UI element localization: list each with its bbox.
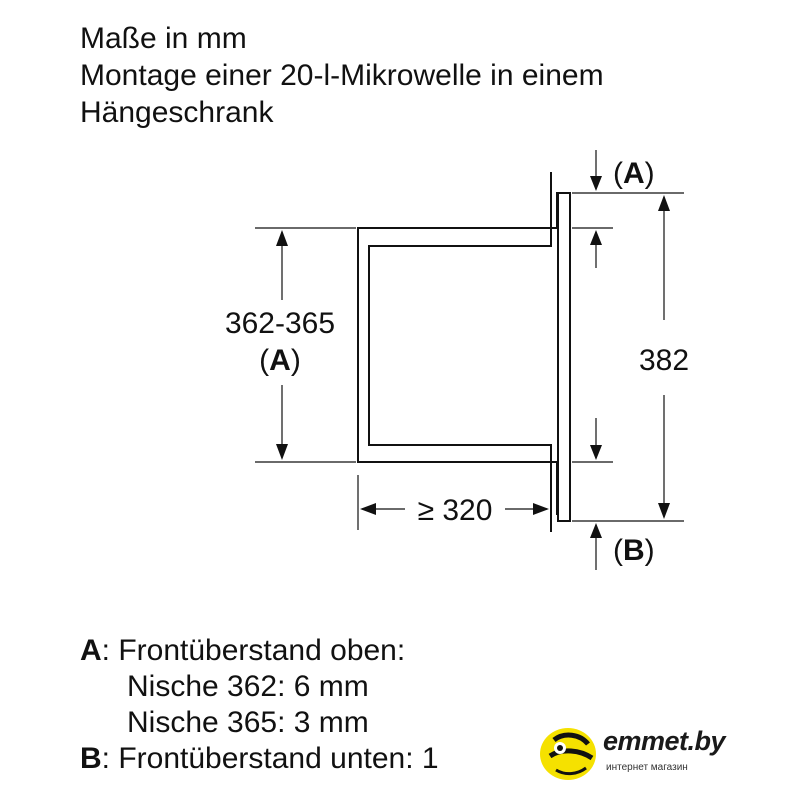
legend-text-b: : Frontüberstand unten: 1 <box>101 742 439 775</box>
offset-lower-arrowhead-down <box>590 445 602 460</box>
legend-sub-niche-362: Nische 362: 6 mm <box>127 670 369 703</box>
front-panel <box>558 193 570 521</box>
niche-height-label: 362-365 <box>224 307 336 340</box>
top-offset-letter: A <box>623 157 645 190</box>
legend-sub-niche-365: Nische 365: 3 mm <box>127 706 369 739</box>
legend-key-b: B <box>80 742 102 775</box>
height-arrowhead-top <box>276 230 288 246</box>
niche-height-ref-letter: A <box>269 344 291 377</box>
watermark-tagline: интернет магазин <box>606 762 688 773</box>
title-installation: Montage einer 20-l-Mikrowelle in einem <box>80 59 604 92</box>
paren-close: ) <box>290 344 301 377</box>
top-offset-marker: (A) <box>613 157 655 190</box>
legend-key-a: A <box>80 634 102 667</box>
depth-arrowhead-right <box>533 503 549 515</box>
title-cabinet: Hängeschrank <box>80 96 274 129</box>
total-arrowhead-bottom <box>658 503 670 519</box>
paren-open: ( <box>259 344 270 377</box>
offset-a-arrowhead-up <box>590 230 602 245</box>
title-units: Maße in mm <box>80 22 247 55</box>
total-arrowhead-top <box>658 195 670 211</box>
niche-inner-outline <box>369 172 551 532</box>
bottom-offset-marker: (B) <box>613 534 655 567</box>
bottom-offset-letter: B <box>623 534 645 567</box>
legend-row-b <box>80 741 439 777</box>
depth-label: ≥ 320 <box>417 494 493 527</box>
legend-row-a <box>80 633 439 669</box>
legend <box>80 633 439 777</box>
niche-height-ref-label <box>259 344 301 377</box>
height-arrowhead-bottom <box>276 444 288 460</box>
watermark-logo <box>536 718 736 788</box>
bee-logo-icon <box>536 718 606 788</box>
offset-a-arrowhead-down <box>590 176 602 191</box>
legend-text-a: : Frontüberstand oben: <box>101 634 406 667</box>
depth-arrowhead-left <box>360 503 376 515</box>
watermark-brand: emmet.by <box>603 726 726 756</box>
niche-outer-outline <box>358 192 557 515</box>
offset-b-arrowhead-up <box>590 523 602 538</box>
total-height-label: 382 <box>638 344 690 377</box>
